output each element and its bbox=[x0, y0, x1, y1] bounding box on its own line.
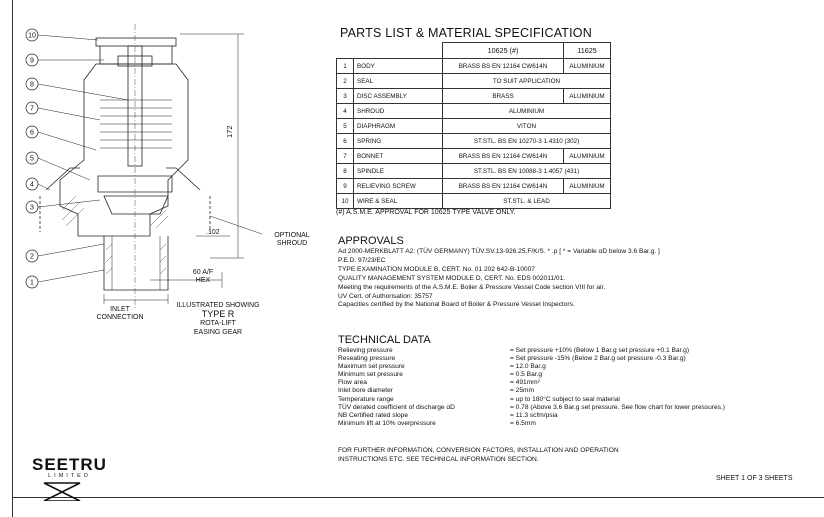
parts-row bbox=[337, 59, 611, 74]
tech-value: = 491mm² bbox=[510, 379, 540, 387]
parts-row bbox=[337, 104, 611, 119]
part-number: 5 bbox=[337, 119, 354, 134]
callout-9-text: 9 bbox=[30, 57, 34, 65]
tech-value: = 12.0 Bar.g bbox=[510, 363, 546, 371]
tech-value: = Set pressure -15% (Below 2 Bar.g set pressure -0.3 Bar.g) bbox=[510, 355, 686, 363]
material-10625: BRASS BS EN 12164 CW614N bbox=[443, 179, 564, 194]
illustrated-type: TYPE R bbox=[201, 309, 235, 319]
part-number: 9 bbox=[337, 179, 354, 194]
part-number: 6 bbox=[337, 134, 354, 149]
tech-value: = 6.5mm bbox=[510, 419, 536, 427]
dimension-102: .102 bbox=[206, 229, 220, 236]
tech-value: = Set pressure +10% (Below 1 Bar.g set pressure +0.1 Bar.g) bbox=[510, 347, 690, 354]
parts-row bbox=[337, 134, 611, 149]
tech-value: = 11.3 scfm/psia bbox=[510, 411, 558, 419]
logo-main: SEETRU bbox=[32, 455, 107, 474]
tech-row bbox=[338, 420, 725, 428]
approvals-list bbox=[338, 248, 660, 310]
hex-line1: 60 A/F bbox=[192, 269, 214, 276]
parts-row bbox=[337, 149, 611, 164]
approval-line: Ad 2000-MERKBLATT A2: (TÜV GERMANY) TÜV.SV.13-926.25.F/K/S. * .p [ * = Variable αD below 3.6 Bar.g. ] bbox=[338, 248, 660, 255]
tech-row bbox=[338, 396, 725, 404]
part-name: DISC ASSEMBLY bbox=[354, 89, 443, 104]
logo-emblem bbox=[32, 479, 92, 501]
parts-row bbox=[337, 89, 611, 104]
material-common: ST.STL. & LEAD bbox=[443, 194, 611, 209]
further-info-line: INSTRUCTIONS ETC. SEE TECHNICAL INFORMATION SECTION. bbox=[338, 456, 539, 463]
approvals-title: APPROVALS bbox=[338, 235, 404, 247]
material-11625: ALUMINIUM bbox=[564, 179, 611, 194]
approval-line: P.E.D. 97/23/EC bbox=[338, 256, 386, 264]
material-common: ST.STL. BS EN 10270-3 1.4310 (302) bbox=[443, 134, 611, 149]
tech-value: = 0.78 (Above 3.6 Bar.g set pressure. See flow chart for lower pressures.) bbox=[510, 403, 725, 411]
tech-row bbox=[338, 347, 725, 355]
parts-row bbox=[337, 164, 611, 179]
illustrated-label bbox=[168, 301, 268, 337]
part-name: WIRE & SEAL bbox=[354, 194, 443, 209]
part-name: DIAPHRAGM bbox=[354, 119, 443, 134]
part-number: 4 bbox=[337, 104, 354, 119]
part-number: 3 bbox=[337, 89, 354, 104]
tech-label: Maximum set pressure bbox=[338, 363, 405, 371]
tech-row bbox=[338, 371, 725, 379]
tech-value: = 0.5 Bar.g bbox=[510, 371, 543, 379]
parts-row bbox=[337, 119, 611, 134]
parts-list-title: PARTS LIST & MATERIAL SPECIFICATION bbox=[340, 26, 592, 40]
hex-label bbox=[178, 269, 228, 285]
approval-line: Capacities certified by the National Board of Boiler & Pressure Vessel Inspectors. bbox=[338, 301, 575, 309]
part-number: 10 bbox=[337, 194, 354, 209]
callout-5-text: 5 bbox=[30, 155, 34, 163]
material-11625: ALUMINIUM bbox=[564, 59, 611, 74]
callout-8-text: 8 bbox=[30, 81, 34, 89]
parts-table-header bbox=[337, 43, 611, 59]
technical-list bbox=[338, 347, 725, 428]
tech-row bbox=[338, 363, 725, 371]
part-name: BODY bbox=[354, 59, 443, 74]
part-name: SPINDLE bbox=[354, 164, 443, 179]
material-11625: ALUMINIUM bbox=[564, 149, 611, 164]
optional-shroud-label bbox=[262, 232, 322, 248]
callout-7-text: 7 bbox=[30, 105, 34, 113]
tech-label: Reseating pressure bbox=[338, 355, 396, 363]
tech-row bbox=[338, 355, 725, 363]
further-info bbox=[338, 446, 619, 464]
part-name: RELIEVING SCREW bbox=[354, 179, 443, 194]
callout-2-text: 2 bbox=[30, 253, 34, 261]
tech-value: = up to 180°C subject to seal material bbox=[510, 395, 620, 403]
hex-line2: HEX bbox=[195, 277, 211, 284]
tech-label: Minimum lift at 10% overpressure bbox=[338, 419, 436, 427]
tech-value: = 25mm bbox=[510, 387, 535, 395]
callout-10-text: 10 bbox=[28, 32, 36, 40]
tech-row bbox=[338, 387, 725, 395]
parts-row bbox=[337, 194, 611, 209]
parts-table bbox=[336, 42, 611, 209]
illustrated-line1: ILLUSTRATED SHOWING bbox=[176, 302, 260, 309]
tech-row bbox=[338, 379, 725, 387]
approval-line: Meeting the requirements of the A.S.M.E. Boiler & Pressure Vessel Code section VIII for air. bbox=[338, 283, 606, 291]
seetru-logo bbox=[32, 455, 107, 506]
part-name: SHROUD bbox=[354, 104, 443, 119]
material-10625: BRASS BS EN 12164 CW614N bbox=[443, 59, 564, 74]
part-name: SEAL bbox=[354, 74, 443, 89]
callout-3-text: 3 bbox=[30, 204, 34, 212]
approval-line: QUALITY MANAGEMENT SYSTEM MODULE D, CERT. No. EDS 002011/01. bbox=[338, 274, 566, 282]
header-11625: 11625 bbox=[564, 43, 611, 59]
technical-title: TECHNICAL DATA bbox=[338, 334, 431, 346]
material-common: TO SUIT APPLICATION bbox=[443, 74, 611, 89]
part-name: SPRING bbox=[354, 134, 443, 149]
tech-label: Relieving pressure bbox=[338, 347, 393, 354]
valve-drawing bbox=[0, 0, 330, 330]
illustrated-line3: ROTA-LIFT bbox=[200, 320, 236, 327]
tech-row bbox=[338, 404, 725, 412]
optional-shroud-line2: SHROUD bbox=[276, 240, 308, 247]
approval-line: UV Cert. of Authorisation: 35757 bbox=[338, 292, 433, 300]
logo-sub: LIMITED bbox=[48, 473, 91, 479]
part-name: BONNET bbox=[354, 149, 443, 164]
dimension-172: 172 bbox=[225, 125, 234, 138]
material-10625: BRASS bbox=[443, 89, 564, 104]
material-common: ST.STL. BS EN 10088-3 1.4057 (431) bbox=[443, 164, 611, 179]
sheet-number: SHEET 1 OF 3 SHEETS bbox=[716, 475, 793, 482]
material-common: ALUMINIUM bbox=[443, 104, 611, 119]
frame-bottom bbox=[12, 497, 824, 498]
parts-note: (#) A.S.M.E. APPROVAL FOR 10625 TYPE VALVE ONLY. bbox=[336, 209, 516, 216]
tech-label: Minimum set pressure bbox=[338, 371, 403, 379]
header-10625: 10625 (#) bbox=[443, 43, 564, 59]
material-common: VITON bbox=[443, 119, 611, 134]
optional-shroud-line1: OPTIONAL bbox=[274, 232, 310, 239]
part-number: 8 bbox=[337, 164, 354, 179]
material-10625: BRASS BS EN 12164 CW614N bbox=[443, 149, 564, 164]
material-11625: ALUMINIUM bbox=[564, 89, 611, 104]
part-number: 1 bbox=[337, 59, 354, 74]
callout-1-text: 1 bbox=[30, 279, 34, 287]
parts-row bbox=[337, 74, 611, 89]
inlet-line2: CONNECTION bbox=[96, 314, 144, 321]
tech-row bbox=[338, 412, 725, 420]
tech-label: Flow area bbox=[338, 379, 367, 387]
inlet-connection-label bbox=[92, 306, 148, 322]
parts-row bbox=[337, 179, 611, 194]
approval-line: TYPE EXAMINATION MODULE B, CERT. No. 01 202 642-B-10007 bbox=[338, 265, 535, 273]
tech-label: Inlet bore diameter bbox=[338, 387, 393, 395]
tech-label: NB Certified rated slope bbox=[338, 411, 409, 419]
part-number: 7 bbox=[337, 149, 354, 164]
illustrated-line4: EASING GEAR bbox=[193, 329, 243, 336]
further-info-line: FOR FURTHER INFORMATION, CONVERSION FACTORS, INSTALLATION AND OPERATION bbox=[338, 447, 619, 454]
inlet-line1: INLET bbox=[110, 306, 130, 313]
callout-6-text: 6 bbox=[30, 129, 34, 137]
header-blank bbox=[337, 43, 443, 59]
tech-label: TÜV derated coefficient of discharge αD bbox=[338, 403, 455, 411]
callout-4-text: 4 bbox=[30, 181, 34, 189]
tech-label: Temperature range bbox=[338, 395, 394, 403]
part-number: 2 bbox=[337, 74, 354, 89]
